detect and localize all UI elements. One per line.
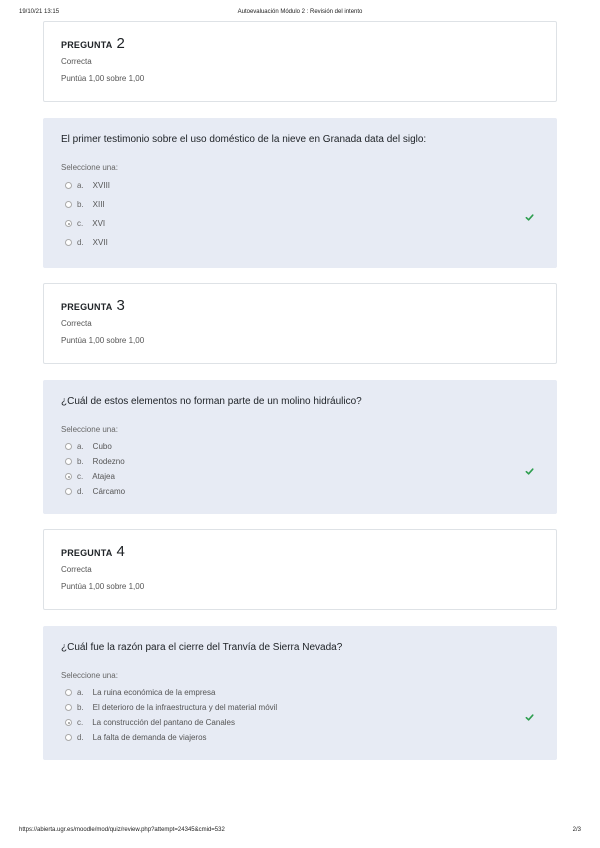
answer-option[interactable]: b. XIII: [65, 195, 110, 214]
answer-option[interactable]: b. El deterioro de la infraestructura y del material móvil: [65, 700, 277, 715]
question-grade: Puntúa 1,00 sobre 1,00: [61, 336, 145, 345]
question-info-2: [43, 21, 557, 102]
answer-option[interactable]: a. XVIII: [65, 176, 110, 195]
correct-check-icon: [525, 713, 534, 722]
answer-prompt: Seleccione una:: [61, 671, 118, 680]
question-number: 2: [116, 35, 125, 52]
radio-button[interactable]: [65, 689, 72, 696]
question-heading: [61, 297, 125, 314]
radio-button[interactable]: [65, 704, 72, 711]
radio-button[interactable]: [65, 239, 72, 246]
radio-button-checked[interactable]: [65, 220, 72, 227]
question-grade: Puntúa 1,00 sobre 1,00: [61, 74, 145, 83]
answer-option[interactable]: d. Cárcamo: [65, 484, 125, 499]
question-content-2: [43, 118, 557, 268]
answer-option[interactable]: d. La falta de demanda de viajeros: [65, 730, 277, 745]
print-footer: [19, 827, 581, 837]
radio-button[interactable]: [65, 734, 72, 741]
radio-button[interactable]: [65, 488, 72, 495]
radio-button-checked[interactable]: [65, 473, 72, 480]
radio-button[interactable]: [65, 443, 72, 450]
question-label: PREGUNTA: [61, 40, 113, 50]
print-page-number: 2/3: [572, 827, 581, 833]
question-text: ¿Cuál de estos elementos no forman parte de un molino hidráulico?: [61, 396, 362, 407]
question-text: ¿Cuál fue la razón para el cierre del Tranvía de Sierra Nevada?: [61, 642, 343, 653]
answer-option[interactable]: b. Rodezno: [65, 454, 125, 469]
question-content-4: [43, 626, 557, 760]
answer-prompt: Seleccione una:: [61, 425, 118, 434]
correct-check-icon: [525, 467, 534, 476]
print-url[interactable]: https://abierta.ugr.es/moodle/mod/quiz/review.php?attempt=24345&cmid=532: [19, 827, 225, 833]
answer-option-selected[interactable]: c. XVI: [65, 214, 110, 233]
question-heading: [61, 35, 125, 52]
answer-prompt: Seleccione una:: [61, 163, 118, 172]
print-datetime: 19/10/21 13:15: [19, 9, 60, 15]
question-label: PREGUNTA: [61, 302, 113, 312]
question-info-4: [43, 529, 557, 610]
question-state: Correcta: [61, 565, 92, 574]
question-grade: Puntúa 1,00 sobre 1,00: [61, 582, 145, 591]
question-label: PREGUNTA: [61, 548, 113, 558]
print-header: [19, 9, 581, 19]
answer-option-selected[interactable]: c. La construcción del pantano de Canales: [65, 715, 277, 730]
question-content-3: [43, 380, 557, 514]
answer-option-selected[interactable]: c. Atajea: [65, 469, 125, 484]
correct-check-icon: [525, 213, 534, 222]
question-number: 3: [116, 297, 125, 314]
answer-option[interactable]: a. La ruina económica de la empresa: [65, 685, 277, 700]
question-number: 4: [116, 543, 125, 560]
radio-button[interactable]: [65, 182, 72, 189]
answer-list: [65, 176, 110, 252]
question-state: Correcta: [61, 57, 92, 66]
answer-list: [65, 685, 277, 745]
question-text: El primer testimonio sobre el uso doméstico de la nieve en Granada data del siglo:: [61, 134, 427, 145]
print-title: Autoevaluación Módulo 2 : Revisión del intento: [237, 9, 363, 15]
question-info-3: [43, 283, 557, 364]
answer-list: [65, 439, 125, 499]
question-heading: [61, 543, 125, 560]
radio-button[interactable]: [65, 458, 72, 465]
answer-option[interactable]: a. Cubo: [65, 439, 125, 454]
question-state: Correcta: [61, 319, 92, 328]
radio-button[interactable]: [65, 201, 72, 208]
answer-option[interactable]: d. XVII: [65, 233, 110, 252]
radio-button-checked[interactable]: [65, 719, 72, 726]
